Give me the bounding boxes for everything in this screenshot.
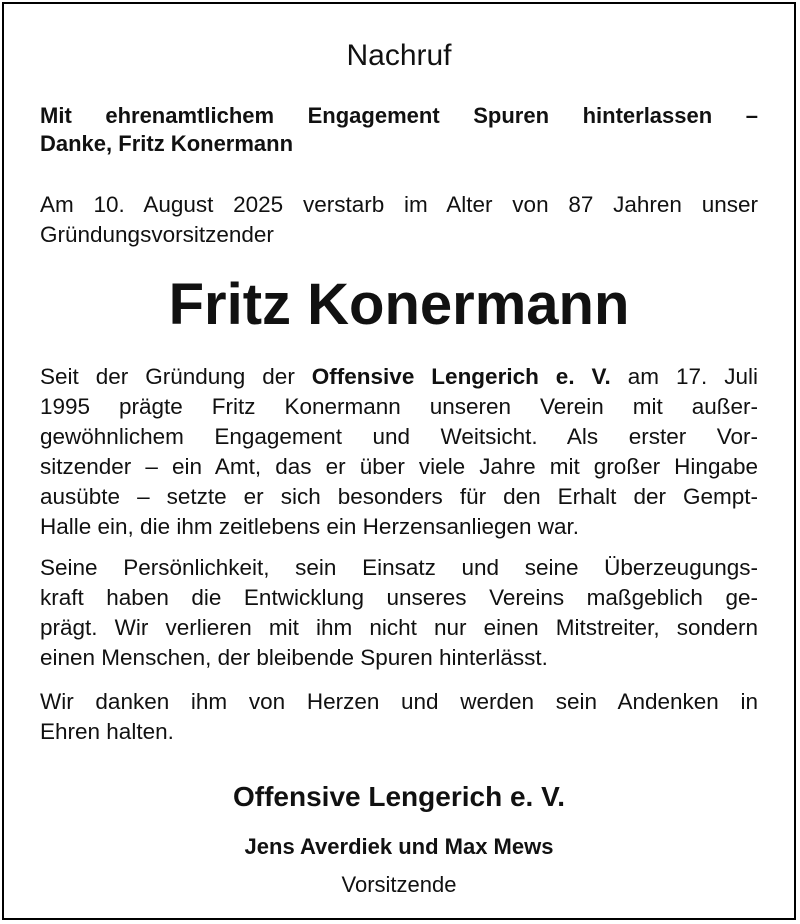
deceased-name: Fritz Konermann: [168, 272, 630, 337]
paragraph-line: einen Menschen, der bleibende Spuren hinterlässt.: [40, 645, 548, 670]
paragraph-personality: [40, 553, 758, 673]
paragraph-line: Ehren halten.: [40, 719, 174, 744]
notice-subtitle: [40, 102, 758, 158]
intro-line: Gründungsvorsitzender: [40, 222, 274, 247]
paragraph-founding: [40, 362, 758, 542]
text-segment: Seit der Gründung der: [40, 364, 295, 389]
signature-organization: Offensive Lengerich e. V.: [233, 781, 565, 812]
paragraph-line: ausübte – setzte er sich besonders für den Erhalt der Gempt-: [40, 484, 758, 509]
signature-names: Jens Averdiek und Max Mews: [244, 834, 554, 859]
text-segment: am 17. Juli: [627, 364, 758, 389]
organization-name-inline: Offensive Lengerich e. V.: [311, 364, 611, 389]
obituary-notice: [2, 2, 796, 920]
paragraph-line: Seine Persönlichkeit, sein Einsatz und seine Überzeugungs-: [40, 555, 758, 580]
paragraph-line: [40, 362, 758, 392]
subtitle-line: Mit ehrenamtlichem Engagement Spuren hinterlassen –: [40, 103, 758, 128]
paragraph-line: kraft haben die Entwicklung unseres Vereins maßgeblich ge-: [40, 585, 758, 610]
paragraph-thanks: [40, 687, 758, 747]
intro-paragraph: [40, 190, 758, 250]
paragraph-line: Wir danken ihm von Herzen und werden sein Andenken in: [40, 689, 758, 714]
paragraph-line: 1995 prägte Fritz Konermann unseren Verein mit außer-: [40, 394, 758, 419]
subtitle-line: Danke, Fritz Konermann: [40, 131, 294, 156]
paragraph-line: prägt. Wir verlieren mit ihm nicht nur einen Mitstreiter, sondern: [40, 615, 758, 640]
paragraph-line: Halle ein, die ihm zeitlebens ein Herzensanliegen war.: [40, 514, 580, 539]
notice-heading: Nachruf: [346, 39, 452, 72]
paragraph-line: sitzender – ein Amt, das er über viele Jahre mit großer Hingabe: [40, 454, 758, 479]
paragraph-line: gewöhnlichem Engagement und Weitsicht. Als erster Vor-: [40, 424, 758, 449]
signature-role: Vorsitzende: [341, 872, 457, 897]
intro-line: Am 10. August 2025 verstarb im Alter von 87 Jahren unser: [40, 192, 758, 217]
